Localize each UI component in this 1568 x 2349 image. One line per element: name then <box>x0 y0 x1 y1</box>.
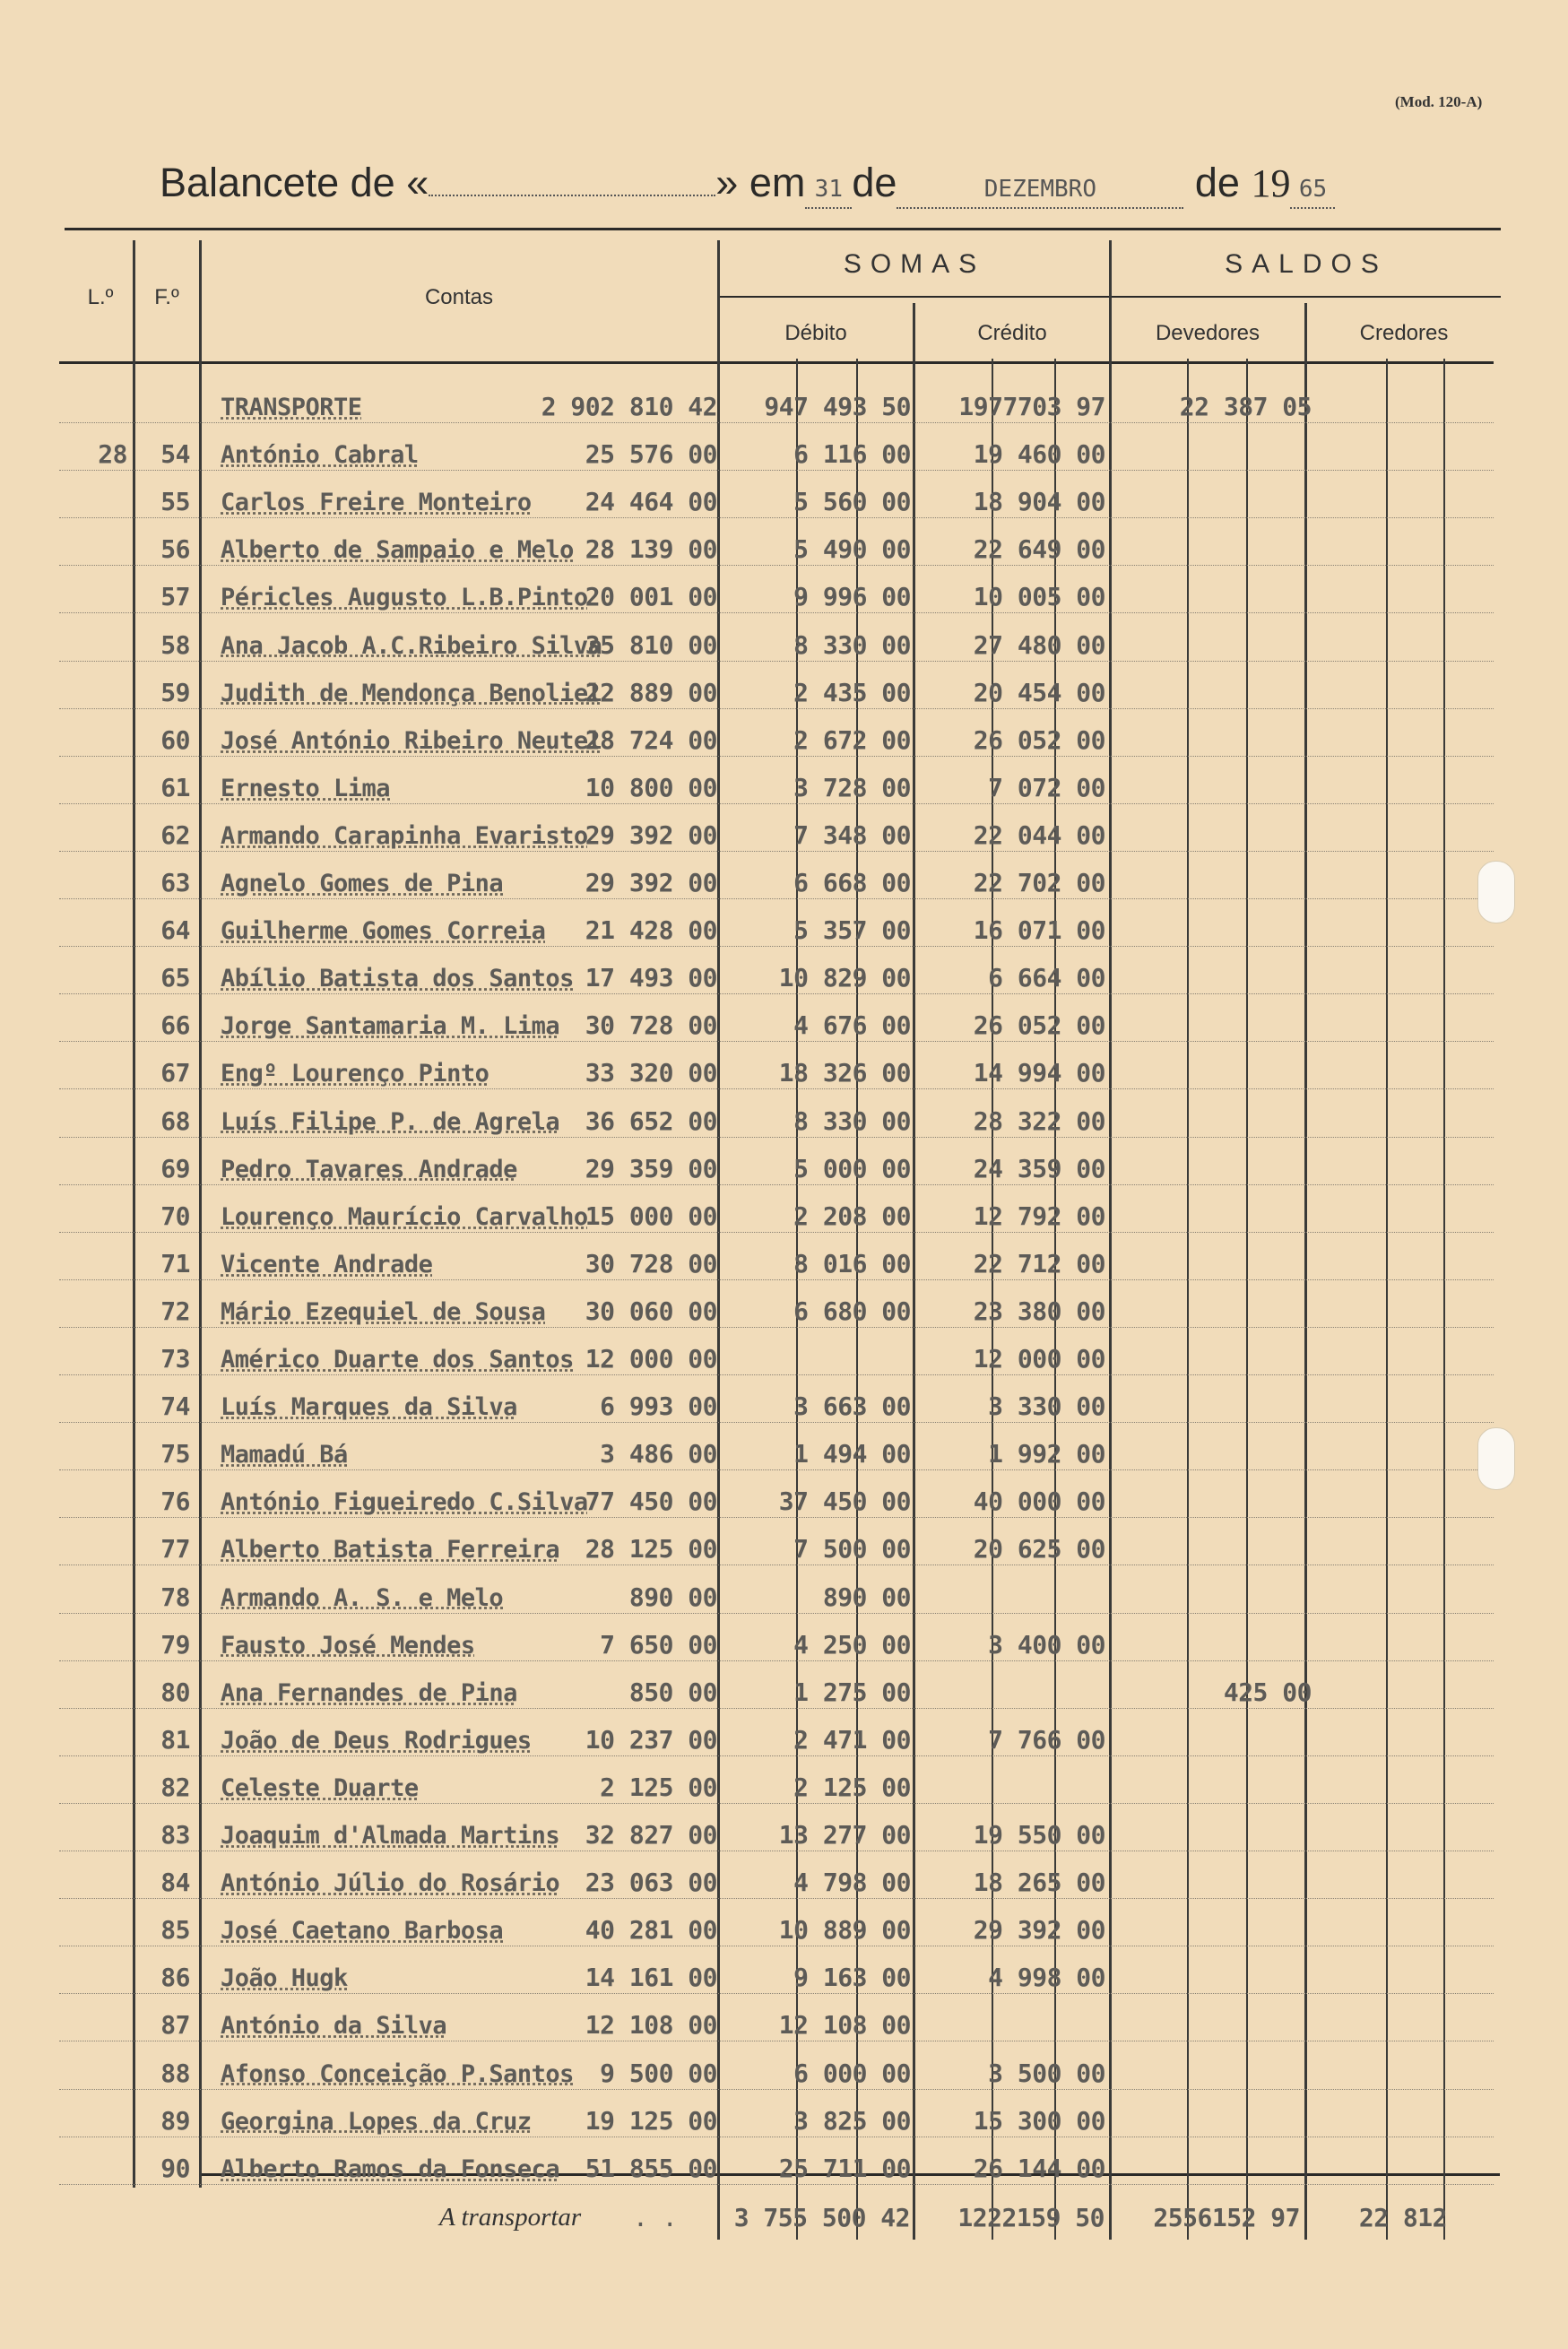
row-conta: Lourenço Maurício Carvalho <box>221 1202 588 1231</box>
row-debito: 36 652 00 <box>585 1105 717 1136</box>
row-conta: Abílio Batista dos Santos <box>221 965 574 993</box>
row-folha: 70 <box>160 1201 190 1231</box>
row-guide-line <box>59 1184 1494 1185</box>
row-debito: 12 108 00 <box>585 2010 717 2041</box>
row-folha: 73 <box>160 1344 190 1374</box>
row-devedores: 24 359 00 <box>973 1153 1105 1183</box>
row-credito: 6 680 00 <box>793 1296 911 1326</box>
table-row <box>59 1096 1494 1143</box>
header-somas: SOMAS <box>843 249 986 279</box>
row-credores: 425 00 <box>1223 1677 1312 1707</box>
totals-dots: . . <box>633 2203 678 2232</box>
row-debito: 15 000 00 <box>585 1201 717 1231</box>
title-quote-close: » <box>715 160 739 205</box>
row-credito: 9 996 00 <box>793 582 911 612</box>
row-folha: 82 <box>160 1772 190 1802</box>
row-conta: Alberto Ramos da Fonseca <box>221 2154 560 2183</box>
row-guide-line <box>59 1088 1494 1089</box>
row-credito: 5 000 00 <box>793 1153 911 1183</box>
row-guide-line <box>59 1041 1494 1042</box>
table-row <box>59 1286 1494 1333</box>
table-row <box>59 810 1494 857</box>
row-devedores: 18 265 00 <box>973 1868 1105 1898</box>
row-conta: Péricles Augusto L.B.Pinto <box>221 584 588 612</box>
row-folha: 61 <box>160 772 190 802</box>
row-devedores: 12 000 00 <box>973 1344 1105 1374</box>
row-debito: 7 650 00 <box>600 1629 717 1660</box>
row-folha: 68 <box>160 1105 190 1136</box>
row-devedores: 1977703 97 <box>958 392 1105 421</box>
row-devedores: 40 000 00 <box>973 1487 1105 1517</box>
row-conta: Afonso Conceição P.Santos <box>221 2059 574 2088</box>
row-conta: TRANSPORTE <box>221 394 362 421</box>
row-folha: 63 <box>160 868 190 897</box>
row-credito: 4 250 00 <box>793 1629 911 1660</box>
row-credito: 1 275 00 <box>793 1677 911 1707</box>
title-year-prefix: 19 <box>1251 161 1291 205</box>
row-guide-line <box>59 1279 1494 1280</box>
row-guide-line <box>59 1708 1494 1709</box>
row-debito: 33 320 00 <box>585 1058 717 1088</box>
row-folha: 75 <box>160 1439 190 1469</box>
row-folha: 74 <box>160 1391 190 1422</box>
row-debito: 30 728 00 <box>585 1248 717 1279</box>
row-conta: António Figueiredo C.Silva <box>221 1488 588 1517</box>
row-guide-line <box>59 946 1494 947</box>
header-contas: Contas <box>424 285 494 309</box>
row-devedores: 28 322 00 <box>973 1105 1105 1136</box>
row-guide-line <box>59 565 1494 566</box>
row-credito: 10 889 00 <box>778 1915 911 1946</box>
row-devedores: 22 044 00 <box>973 819 1105 850</box>
row-guide-line <box>59 851 1494 852</box>
transport-row <box>59 381 1494 429</box>
row-conta: Luís Marques da Silva <box>221 1393 517 1422</box>
table-row <box>59 1428 1494 1476</box>
row-folha: 77 <box>160 1534 190 1565</box>
row-debito: 30 728 00 <box>585 1010 717 1041</box>
row-guide-line <box>59 1469 1494 1470</box>
header-saldos: SALDOS <box>1225 249 1388 279</box>
row-debito: 29 359 00 <box>585 1153 717 1183</box>
table-row <box>59 524 1494 571</box>
row-debito: 22 889 00 <box>585 677 717 707</box>
row-folha: 86 <box>160 1963 190 1993</box>
totals-label: A transportar <box>439 2203 582 2232</box>
table-row <box>59 952 1494 1000</box>
row-folha: 85 <box>160 1915 190 1946</box>
row-debito: 20 001 00 <box>585 582 717 612</box>
title-prefix: Balancete de <box>160 160 395 205</box>
table-row <box>59 1523 1494 1571</box>
row-devedores: 7 072 00 <box>988 772 1105 802</box>
row-conta: Joaquim d'Almada Martins <box>221 1822 560 1850</box>
row-folha: 54 <box>160 439 190 470</box>
row-guide-line <box>59 803 1494 804</box>
row-devedores: 18 904 00 <box>973 487 1105 517</box>
row-credito: 4 798 00 <box>793 1868 911 1898</box>
row-debito: 14 161 00 <box>585 1963 717 1993</box>
table-row <box>59 1999 1494 2047</box>
totals-debito: 3 755 500 42 <box>733 2203 910 2232</box>
row-devedores: 29 392 00 <box>973 1915 1105 1946</box>
row-guide-line <box>59 1232 1494 1233</box>
row-credito: 2 208 00 <box>793 1201 911 1231</box>
row-conta: José António Ribeiro Neutel <box>221 726 602 755</box>
row-credito: 4 676 00 <box>793 1010 911 1041</box>
row-folha: 78 <box>160 1582 190 1612</box>
row-guide-line <box>59 517 1494 518</box>
row-credito: 9 163 00 <box>793 1963 911 1993</box>
row-folha: 83 <box>160 1820 190 1850</box>
row-folha: 87 <box>160 2010 190 2041</box>
table-row <box>59 1381 1494 1428</box>
row-debito: 25 576 00 <box>585 439 717 470</box>
form-code: (Mod. 120-A) <box>1395 93 1483 110</box>
row-credito: 2 471 00 <box>793 1724 911 1755</box>
table-row <box>59 1857 1494 1904</box>
row-folha: 65 <box>160 963 190 993</box>
row-folha: 64 <box>160 915 190 946</box>
table-row <box>59 1952 1494 1999</box>
table-row <box>59 2095 1494 2143</box>
row-conta: Agnelo Gomes de Pina <box>221 870 504 897</box>
header-livro: L.º <box>87 285 114 309</box>
row-conta: Judith de Mendonça Benoliel <box>221 679 602 707</box>
row-conta: Celeste Duarte <box>221 1773 419 1802</box>
row-folha: 56 <box>160 534 190 565</box>
table-row <box>59 2048 1494 2095</box>
header-top-rule <box>65 228 1501 230</box>
row-credito: 8 330 00 <box>793 629 911 660</box>
table-row <box>59 620 1494 667</box>
row-guide-line <box>59 2089 1494 2090</box>
row-devedores: 20 454 00 <box>973 677 1105 707</box>
row-devedores: 16 071 00 <box>973 915 1105 946</box>
document-title <box>160 160 1335 209</box>
table-row <box>59 1476 1494 1523</box>
row-folha: 72 <box>160 1296 190 1326</box>
row-debito: 890 00 <box>628 1582 717 1612</box>
row-debito: 24 464 00 <box>585 487 717 517</box>
row-folha: 58 <box>160 629 190 660</box>
row-conta: Mário Ezequiel de Sousa <box>221 1297 546 1326</box>
title-entity <box>429 195 715 196</box>
row-guide-line <box>59 422 1494 423</box>
row-guide-line <box>59 1803 1494 1804</box>
totals-credores: 22 812 <box>1358 2203 1447 2232</box>
table-row <box>59 2143 1494 2190</box>
row-conta: Carlos Freire Monteiro <box>221 489 532 517</box>
table-row <box>59 1191 1494 1238</box>
row-guide-line <box>59 1137 1494 1138</box>
row-devedores: 3 330 00 <box>988 1391 1105 1422</box>
row-debito: 28 139 00 <box>585 534 717 565</box>
row-conta: Armando A. S. e Melo <box>221 1583 504 1612</box>
totals-devedores: 2556152 97 <box>1153 2203 1300 2232</box>
row-devedores: 22 712 00 <box>973 1248 1105 1279</box>
row-debito: 9 500 00 <box>600 2058 717 2088</box>
row-debito: 29 392 00 <box>585 868 717 897</box>
row-guide-line <box>59 1327 1494 1328</box>
row-folha: 90 <box>160 2153 190 2183</box>
row-debito: 77 450 00 <box>585 1487 717 1517</box>
row-folha: 69 <box>160 1153 190 1183</box>
row-devedores: 1 992 00 <box>988 1439 1105 1469</box>
row-debito: 3 486 00 <box>600 1439 717 1469</box>
row-credito: 12 108 00 <box>778 2010 911 2041</box>
row-devedores: 26 052 00 <box>973 1010 1105 1041</box>
row-conta: Jorge Santamaria M. Lima <box>221 1012 560 1041</box>
row-guide-line <box>59 2184 1494 2185</box>
table-row <box>59 429 1494 476</box>
title-year-suffix: 65 <box>1290 171 1335 209</box>
title-month: DEZEMBRO <box>897 171 1183 209</box>
row-livro: 28 <box>98 439 127 470</box>
row-debito: 28 125 00 <box>585 1534 717 1565</box>
table-row <box>59 1809 1494 1857</box>
row-debito: 32 827 00 <box>585 1820 717 1850</box>
row-folha: 76 <box>160 1487 190 1517</box>
row-debito: 12 000 00 <box>585 1344 717 1374</box>
row-devedores: 10 005 00 <box>973 582 1105 612</box>
totals-credito: 1222159 50 <box>957 2203 1105 2232</box>
row-conta: Ernesto Lima <box>221 774 391 802</box>
row-folha: 81 <box>160 1724 190 1755</box>
row-conta: Luís Filipe P. de Agrela <box>221 1107 560 1136</box>
row-guide-line <box>59 756 1494 757</box>
table-row <box>59 1000 1494 1047</box>
row-conta: Vicente Andrade <box>221 1250 433 1279</box>
row-guide-line <box>59 661 1494 662</box>
row-credito: 5 560 00 <box>793 487 911 517</box>
row-devedores: 3 500 00 <box>988 2058 1105 2088</box>
row-conta: José Caetano Barbosa <box>221 1917 504 1946</box>
row-debito: 21 428 00 <box>585 915 717 946</box>
row-devedores: 3 400 00 <box>988 1629 1105 1660</box>
row-credito: 6 000 00 <box>793 2058 911 2088</box>
table-row <box>59 1904 1494 1952</box>
row-folha: 79 <box>160 1629 190 1660</box>
row-credito: 2 435 00 <box>793 677 911 707</box>
row-credito: 8 016 00 <box>793 1248 911 1279</box>
header-bottom-rule <box>59 361 1494 364</box>
row-conta: Ana Jacob A.C.Ribeiro Silva <box>221 631 602 660</box>
row-credito: 5 357 00 <box>793 915 911 946</box>
row-credito: 5 490 00 <box>793 534 911 565</box>
header-devedores: Devedores <box>1155 321 1260 345</box>
row-folha: 66 <box>160 1010 190 1041</box>
row-credores: 22 387 05 <box>1179 392 1312 421</box>
row-conta: João Hugk <box>221 1964 348 1993</box>
header-folha: F.º <box>154 285 179 309</box>
punch-hole <box>1477 861 1515 923</box>
row-devedores: 7 766 00 <box>988 1724 1105 1755</box>
row-devedores: 27 480 00 <box>973 629 1105 660</box>
row-conta: Armando Carapinha Evaristo <box>221 821 588 850</box>
row-conta: Mamadú Bá <box>221 1441 348 1469</box>
row-devedores: 23 380 00 <box>973 1296 1105 1326</box>
row-conta: Ana Fernandes de Pina <box>221 1678 517 1707</box>
row-debito: 17 493 00 <box>585 963 717 993</box>
row-credito: 6 116 00 <box>793 439 911 470</box>
row-guide-line <box>59 1517 1494 1518</box>
row-folha: 67 <box>160 1058 190 1088</box>
row-devedores: 26 052 00 <box>973 724 1105 755</box>
table-row <box>59 1619 1494 1667</box>
title-em: em <box>749 160 806 205</box>
row-debito: 19 125 00 <box>585 2105 717 2136</box>
totals-row <box>0 2195 1568 2240</box>
table-row <box>59 1762 1494 1809</box>
row-credito: 37 450 00 <box>778 1487 911 1517</box>
row-guide-line <box>59 993 1494 994</box>
row-devedores: 26 144 00 <box>973 2153 1105 2183</box>
row-credito: 13 277 00 <box>778 1820 911 1850</box>
row-guide-line <box>59 612 1494 613</box>
row-debito: 35 810 00 <box>585 629 717 660</box>
row-folha: 84 <box>160 1868 190 1898</box>
row-guide-line <box>59 898 1494 899</box>
row-folha: 59 <box>160 677 190 707</box>
row-folha: 71 <box>160 1248 190 1279</box>
row-guide-line <box>59 1422 1494 1423</box>
row-debito: 51 855 00 <box>585 2153 717 2183</box>
row-devedores: 14 994 00 <box>973 1058 1105 1088</box>
row-conta: António Cabral <box>221 441 419 470</box>
row-devedores: 19 460 00 <box>973 439 1105 470</box>
row-debito: 850 00 <box>628 1677 717 1707</box>
row-guide-line <box>59 1613 1494 1614</box>
row-conta: António Júlio do Rosário <box>221 1869 560 1898</box>
table-row <box>59 1143 1494 1191</box>
row-credito: 1 494 00 <box>793 1439 911 1469</box>
row-conta: Américo Duarte dos Santos <box>221 1346 574 1374</box>
table-row <box>59 476 1494 524</box>
row-devedores: 22 649 00 <box>973 534 1105 565</box>
row-guide-line <box>59 1755 1494 1756</box>
row-devedores: 15 300 00 <box>973 2105 1105 2136</box>
row-conta: Guilherme Gomes Correia <box>221 917 546 946</box>
header-credito: Crédito <box>977 321 1047 345</box>
row-devedores: 4 998 00 <box>988 1963 1105 1993</box>
row-credito: 7 348 00 <box>793 819 911 850</box>
row-credito: 2 125 00 <box>793 1772 911 1802</box>
row-guide-line <box>59 470 1494 471</box>
title-de-2: de <box>1194 160 1240 205</box>
row-credito: 2 672 00 <box>793 724 911 755</box>
row-credito: 3 825 00 <box>793 2105 911 2136</box>
row-conta: Alberto de Sampaio e Melo <box>221 536 574 565</box>
table-row <box>59 571 1494 619</box>
row-devedores: 20 625 00 <box>973 1534 1105 1565</box>
row-devedores: 6 664 00 <box>988 963 1105 993</box>
row-credito: 3 728 00 <box>793 772 911 802</box>
table-row <box>59 1238 1494 1286</box>
row-credito: 6 668 00 <box>793 868 911 897</box>
row-devedores: 19 550 00 <box>973 1820 1105 1850</box>
row-guide-line <box>59 1993 1494 1994</box>
row-guide-line <box>59 1374 1494 1375</box>
header-credores: Credores <box>1359 321 1449 345</box>
punch-hole <box>1477 1427 1515 1490</box>
header-debito: Débito <box>784 321 847 345</box>
title-day: 31 <box>805 171 852 209</box>
row-folha: 57 <box>160 582 190 612</box>
row-conta: Alberto Batista Ferreira <box>221 1536 560 1565</box>
table-row <box>59 857 1494 905</box>
row-debito: 23 063 00 <box>585 1868 717 1898</box>
table-row <box>59 762 1494 810</box>
row-folha: 80 <box>160 1677 190 1707</box>
row-credito: 7 500 00 <box>793 1534 911 1565</box>
row-conta: Fausto José Mendes <box>221 1631 475 1660</box>
row-conta: Engº Lourenço Pinto <box>221 1060 489 1088</box>
row-credito: 3 663 00 <box>793 1391 911 1422</box>
table-row <box>59 1667 1494 1714</box>
row-folha: 55 <box>160 487 190 517</box>
row-debito: 29 392 00 <box>585 819 717 850</box>
row-debito: 6 993 00 <box>600 1391 717 1422</box>
row-debito: 30 060 00 <box>585 1296 717 1326</box>
row-credito: 947 493 50 <box>764 392 911 421</box>
row-debito: 28 724 00 <box>585 724 717 755</box>
title-de: de <box>852 160 897 205</box>
row-guide-line <box>59 708 1494 709</box>
row-debito: 2 902 810 42 <box>541 392 717 421</box>
row-guide-line <box>59 1660 1494 1661</box>
row-conta: António da Silva <box>221 2012 447 2041</box>
row-credito: 8 330 00 <box>793 1105 911 1136</box>
row-conta: Georgina Lopes da Cruz <box>221 2107 532 2136</box>
row-guide-line <box>59 1898 1494 1899</box>
table-row <box>59 1714 1494 1762</box>
row-credito: 18 326 00 <box>778 1058 911 1088</box>
row-folha: 89 <box>160 2105 190 2136</box>
row-folha: 88 <box>160 2058 190 2088</box>
row-folha: 62 <box>160 819 190 850</box>
table-row <box>59 667 1494 715</box>
table-row <box>59 905 1494 952</box>
row-conta: Pedro Tavares Andrade <box>221 1155 517 1183</box>
row-devedores: 12 792 00 <box>973 1201 1105 1231</box>
row-credito: 25 711 00 <box>778 2153 911 2183</box>
row-credito: 10 829 00 <box>778 963 911 993</box>
row-debito: 2 125 00 <box>600 1772 717 1802</box>
row-debito: 10 237 00 <box>585 1724 717 1755</box>
table-row <box>59 1333 1494 1381</box>
table-row <box>59 715 1494 762</box>
row-conta: João de Deus Rodrigues <box>221 1726 532 1755</box>
row-folha: 60 <box>160 724 190 755</box>
row-credito: 890 00 <box>822 1582 911 1612</box>
table-row <box>59 1572 1494 1619</box>
row-debito: 40 281 00 <box>585 1915 717 1946</box>
row-debito: 10 800 00 <box>585 772 717 802</box>
row-devedores: 22 702 00 <box>973 868 1105 897</box>
table-row <box>59 1047 1494 1095</box>
title-quote-open: « <box>406 160 429 205</box>
